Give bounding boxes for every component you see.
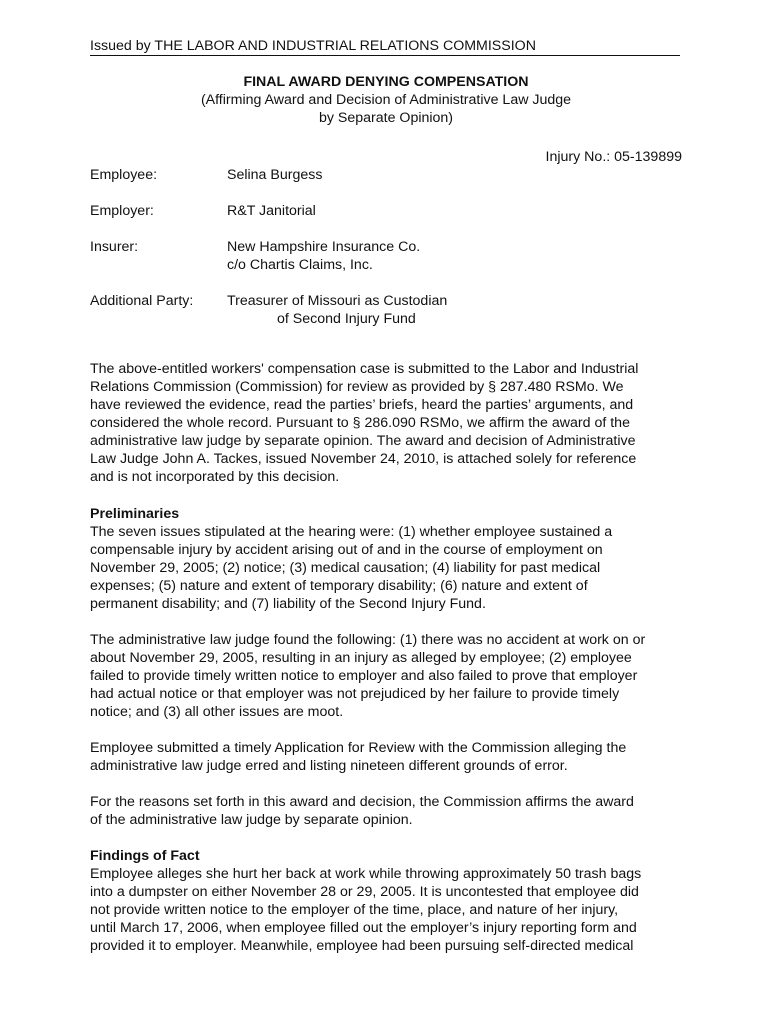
- employer-value: R&T Janitorial: [227, 203, 316, 219]
- employer-label: Employer:: [90, 203, 154, 219]
- intro-line: administrative law judge by separate opinion. The award and decision of Administrative: [90, 433, 636, 449]
- document-subtitle-line-2: by Separate Opinion): [318, 110, 454, 126]
- intro-line: have reviewed the evidence, read the parties’ briefs, heard the parties’ arguments, and: [90, 397, 634, 413]
- additional-party-label: Additional Party:: [90, 293, 194, 309]
- paragraph-line: had actual notice or that employer was not prejudiced by her failure to provide timely: [90, 686, 620, 702]
- insurer-row: [90, 238, 690, 274]
- employee-label: Employee:: [90, 167, 158, 183]
- paragraph-line: compensable injury by accident arising out of and in the course of employment on: [90, 542, 603, 558]
- insurer-value-line-2: c/o Chartis Claims, Inc.: [227, 257, 373, 273]
- parties-block: [90, 166, 690, 328]
- issued-by-header: Issued by THE LABOR AND INDUSTRIAL RELATIONS COMMISSION: [90, 37, 680, 56]
- document-subtitle-line-1: (Affirming Award and Decision of Administrative Law Judge: [200, 92, 572, 108]
- intro-line: considered the whole record. Pursuant to § 286.090 RSMo, we affirm the award of the: [90, 415, 630, 431]
- paragraph-line: of the administrative law judge by separate opinion.: [90, 812, 413, 828]
- paragraph-line: failed to provide timely written notice to employer and also failed to prove that employer: [90, 668, 638, 684]
- document-page: [90, 37, 690, 955]
- findings-heading: Findings of Fact: [90, 848, 200, 864]
- preliminaries-paragraph-4: [90, 793, 690, 829]
- insurer-value: [227, 238, 690, 274]
- paragraph-line: until March 17, 2006, when employee filled out the employer’s injury reporting form and: [90, 920, 637, 936]
- paragraph-line: Employee submitted a timely Application for Review with the Commission alleging the: [90, 740, 627, 756]
- paragraph-line: permanent disability; and (7) liability of the Second Injury Fund.: [90, 596, 486, 612]
- insurer-value-line-1: New Hampshire Insurance Co.: [227, 239, 421, 255]
- employee-row: [90, 166, 690, 184]
- paragraph-line: The administrative law judge found the following: (1) there was no accident at work on or: [90, 632, 646, 648]
- employer-row: [90, 202, 690, 220]
- intro-line: Law Judge John A. Tackes, issued November 24, 2010, is attached solely for reference: [90, 451, 637, 467]
- intro-paragraph: [90, 360, 690, 486]
- paragraph-line: administrative law judge erred and listing nineteen different grounds of error.: [90, 758, 568, 774]
- paragraph-line: For the reasons set forth in this award and decision, the Commission affirms the award: [90, 794, 634, 810]
- paragraph-line: Employee alleges she hurt her back at work while throwing approximately 50 trash bags: [90, 866, 642, 882]
- intro-line: The above-entitled workers' compensation case is submitted to the Labor and Industrial: [90, 361, 639, 377]
- insurer-label: Insurer:: [90, 239, 139, 255]
- document-title: FINAL AWARD DENYING COMPENSATION: [243, 74, 529, 90]
- preliminaries-paragraph-1: [90, 523, 690, 613]
- preliminaries-paragraph-2: [90, 631, 690, 721]
- additional-party-line-1: Treasurer of Missouri as Custodian: [227, 293, 448, 309]
- paragraph-line: notice; and (3) all other issues are moot.: [90, 704, 344, 720]
- preliminaries-paragraph-3: [90, 739, 690, 775]
- title-block: [90, 73, 682, 127]
- intro-line: Relations Commission (Commission) for review as provided by § 287.480 RSMo. We: [90, 379, 624, 395]
- findings-paragraph-1: [90, 865, 690, 955]
- paragraph-line: provided it to employer. Meanwhile, employee had been pursuing self-directed medical: [90, 938, 634, 954]
- paragraph-line: about November 29, 2005, resulting in an injury as alleged by employee; (2) employee: [90, 650, 632, 666]
- preliminaries-heading: Preliminaries: [90, 506, 180, 522]
- paragraph-line: not provide written notice to the employer of the time, place, and nature of her injury,: [90, 902, 619, 918]
- additional-party-line-2: of Second Injury Fund: [277, 311, 416, 327]
- intro-line: and is not incorporated by this decision.: [90, 469, 340, 485]
- additional-party-value: [227, 292, 690, 328]
- paragraph-line: expenses; (5) nature and extent of temporary disability; (6) nature and extent of: [90, 578, 588, 594]
- injury-number: Injury No.: 05-139899: [545, 149, 682, 165]
- employee-value: Selina Burgess: [227, 167, 323, 183]
- paragraph-line: into a dumpster on either November 28 or 29, 2005. It is uncontested that employee did: [90, 884, 639, 900]
- additional-party-row: [90, 292, 690, 328]
- paragraph-line: November 29, 2005; (2) notice; (3) medical causation; (4) liability for past medical: [90, 560, 601, 576]
- paragraph-line: The seven issues stipulated at the hearing were: (1) whether employee sustained a: [90, 524, 613, 540]
